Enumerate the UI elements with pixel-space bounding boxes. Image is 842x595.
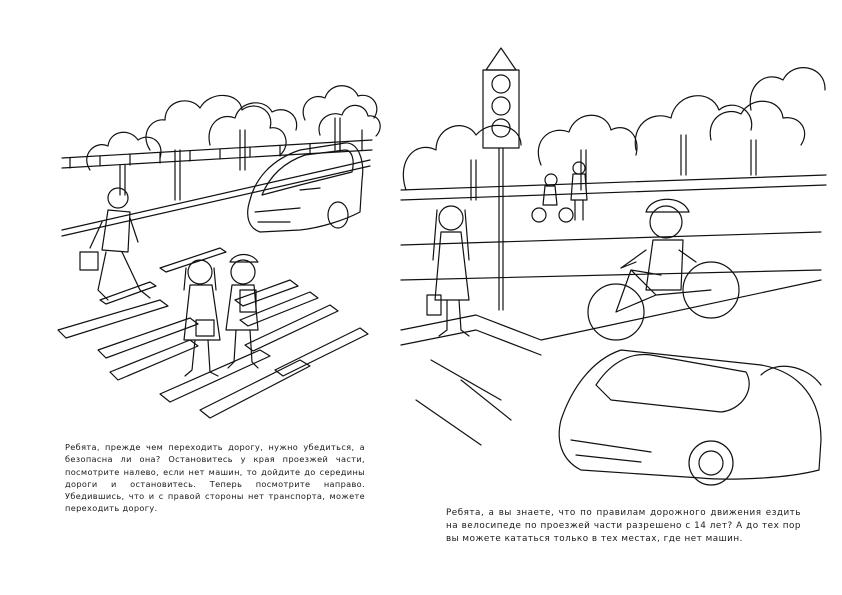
boy-on-bicycle [588, 199, 739, 340]
road-edges [401, 232, 821, 445]
right-coloring-page [421, 0, 842, 595]
right-page-caption: Ребята, а вы знаете, что по правилам дорожного движения ездить на велосипеде по проезжей части разрешено с 14 лет? А до тех пор вы можете кататься только в тех местах, где нет машин. [446, 508, 801, 545]
standing-girl [427, 206, 469, 336]
fence [401, 175, 826, 200]
background-kids [532, 162, 587, 222]
tree-line [403, 68, 825, 200]
crosswalk-illustration [0, 0, 421, 440]
left-page-caption: Ребята, прежде чем переходить дорогу, нужно убедиться, а безопасна ли она? Остановитесь у края проезжей части, посмотрите налево, если нет машин, то дойдите до середины дороги и остановитесь. Теперь посмотрите направо. Убедившись, что и с правой стороны нет транспорта, можете переходить дорогу. [65, 442, 365, 514]
traffic-light [483, 48, 519, 310]
car [559, 350, 821, 485]
crosswalk-stripes [58, 248, 368, 418]
fence [62, 140, 372, 236]
walking-boy [80, 188, 150, 300]
tree-line [87, 86, 380, 200]
bicycle-illustration [421, 0, 842, 500]
